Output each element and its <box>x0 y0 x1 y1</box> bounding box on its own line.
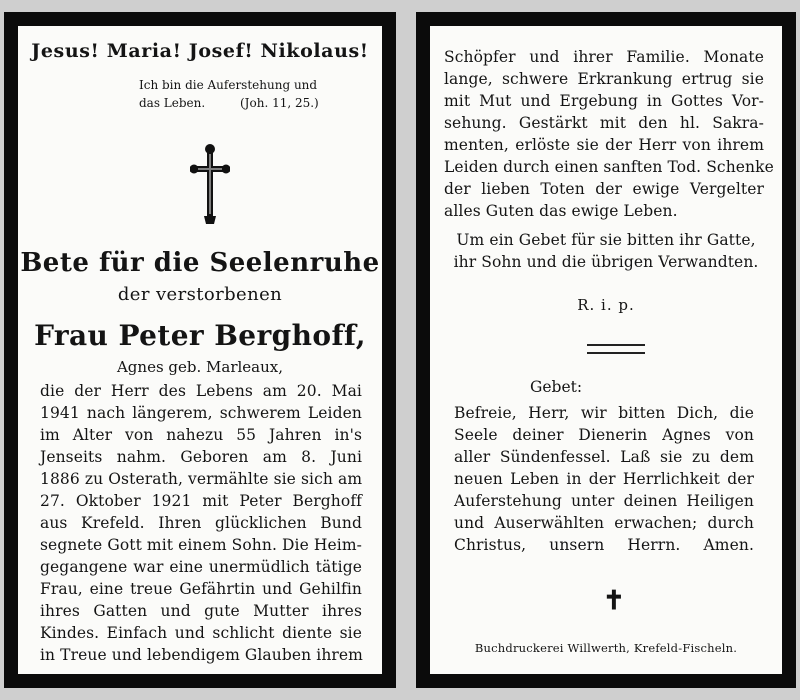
prayer-line: Christus, unsern Herrn. Amen. <box>454 536 754 554</box>
obituary-line: lange, schwere Erkrankung ertrug sie <box>444 70 764 88</box>
printer-imprint: Buchdruckerei Willwerth, Krefeld-Fischeln. <box>474 641 738 655</box>
obituary-line: menten, erlöste sie der Herr von ihrem <box>444 136 764 154</box>
rip-text: R. i. p. <box>577 296 635 314</box>
right-card-panel <box>416 12 796 688</box>
prayer-line: Seele deiner Dienerin Agnes von <box>454 426 754 444</box>
obituary-line: Jenseits nahm. Geboren am 8. Juni <box>40 448 362 466</box>
obituary-line: sehung. Gestärkt mit den hl. Sakra- <box>444 114 764 132</box>
crucifix-icon <box>190 144 230 230</box>
obituary-line: der lieben Toten der ewige Vergelter <box>444 180 764 198</box>
obituary-line: in Treue und lebendigem Glauben ihrem <box>40 646 363 664</box>
obituary-line: Kindes. Einfach und schlicht diente sie <box>40 624 362 642</box>
obituary-line: gegangene war eine unermüdlich tätige <box>40 558 362 576</box>
prayer-line: Auferstehung unter deinen Heiligen <box>454 492 754 510</box>
obituary-line: alles Guten das ewige Leben. <box>444 202 678 220</box>
invocation-heading: Jesus! Maria! Josef! Nikolaus! <box>31 40 369 62</box>
obituary-line: Schöpfer und ihrer Familie. Monate <box>444 48 764 66</box>
scripture-reference: (Joh. 11, 25.) <box>240 96 319 110</box>
obituary-line: im Alter von nahezu 55 Jahren in's <box>40 426 362 444</box>
obituary-line: Leiden durch einen sanften Tod. Schenke <box>444 158 774 176</box>
prayer-line: aller Sündenfessel. Laß sie zu dem <box>454 448 754 466</box>
cross-icon: ✝ <box>603 586 625 616</box>
obituary-line: 27. Oktober 1921 mit Peter Berghoff <box>40 492 362 510</box>
prayer-title: Gebet: <box>530 378 583 396</box>
obituary-line: die der Herr des Lebens am 20. Mai <box>40 382 362 400</box>
obituary-line: Frau, eine treue Gefährtin und Gehilfin <box>40 580 362 598</box>
scripture-quote-line-2: das Leben. <box>139 96 206 110</box>
deceased-name: Frau Peter Berghoff, <box>34 319 366 352</box>
obituary-line: 1886 zu Osterath, vermählte sie sich am <box>40 470 363 488</box>
maiden-name: Agnes geb. Marleaux, <box>116 358 284 376</box>
obituary-line: aus Krefeld. Ihren glücklichen Bund <box>40 514 362 532</box>
right-card-paper <box>430 26 782 674</box>
double-rule-divider <box>587 344 645 354</box>
obituary-line: segnete Gott mit einem Sohn. Die Heim- <box>40 536 362 554</box>
scripture-quote-line-1: Ich bin die Auferstehung und <box>139 78 318 92</box>
left-card-paper <box>18 26 382 674</box>
prayer-line: neuen Leben in der Herrlichkeit der <box>454 470 754 488</box>
obituary-line: ihres Gatten und gute Mutter ihres <box>40 602 362 620</box>
prayer-line: und Auserwählten erwachen; durch <box>454 514 754 532</box>
left-card-panel <box>4 12 396 688</box>
prayer-request-line: Um ein Gebet für sie bitten ihr Gatte, <box>456 231 756 249</box>
subheading: der verstorbenen <box>117 284 283 305</box>
main-heading: Bete für die Seelenruhe <box>20 248 380 278</box>
obituary-line: 1941 nach längerem, schwerem Leiden <box>40 404 362 422</box>
obituary-line: mit Mut und Ergebung in Gottes Vor- <box>444 92 764 110</box>
prayer-request-line: ihr Sohn und die übrigen Verwandten. <box>453 253 759 271</box>
prayer-line: Befreie, Herr, wir bitten Dich, die <box>454 404 754 422</box>
